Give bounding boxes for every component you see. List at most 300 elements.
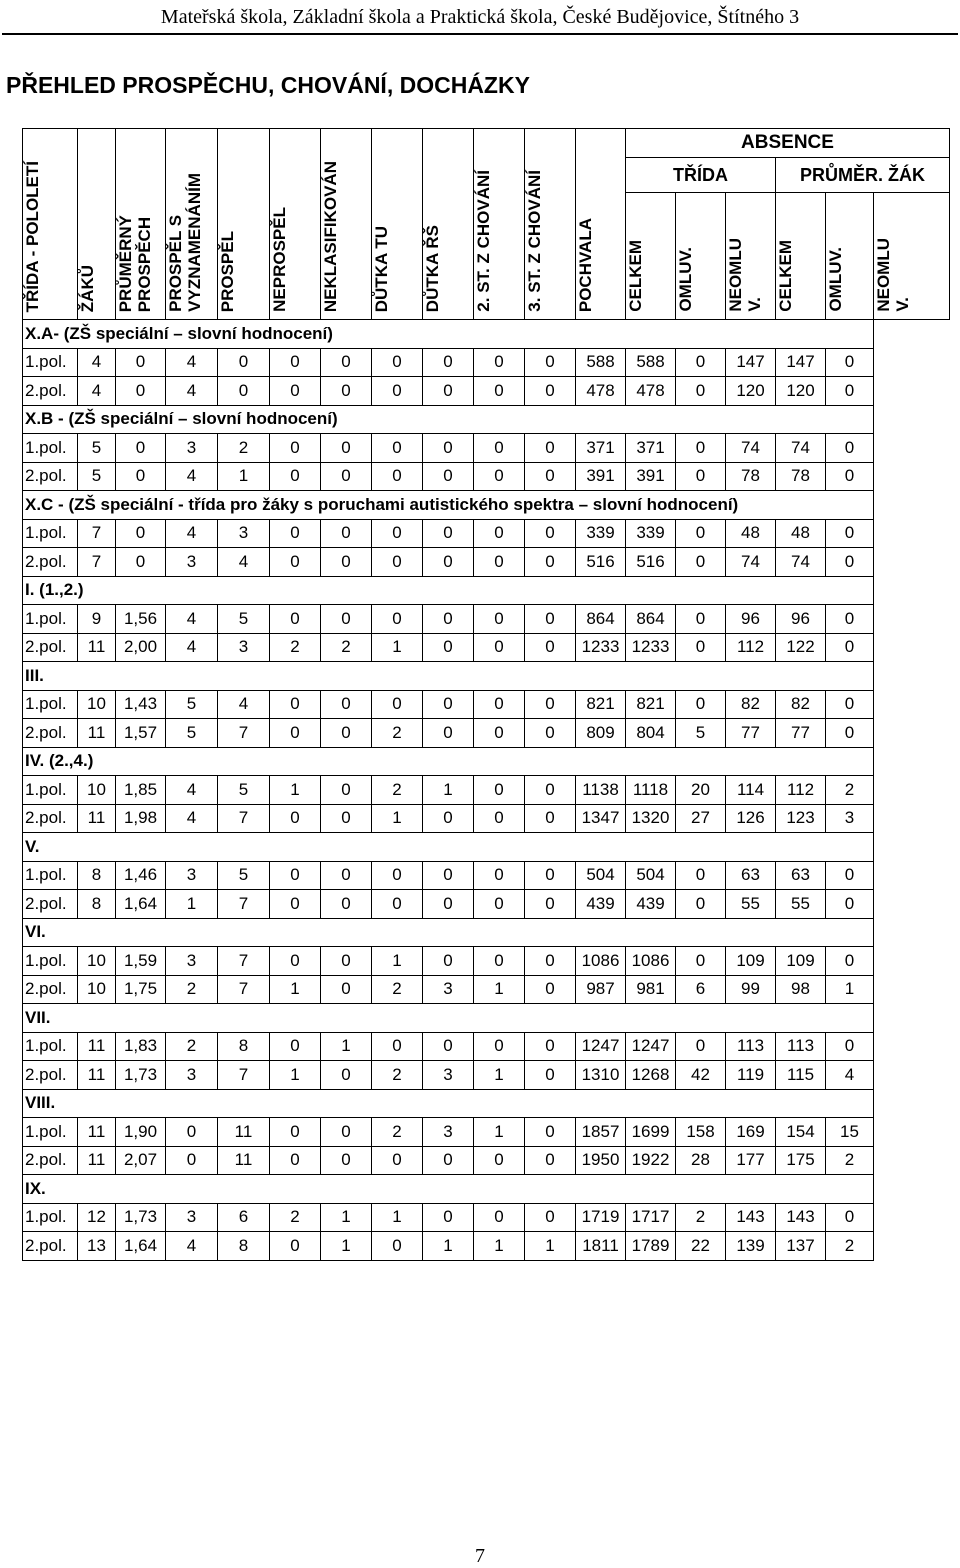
- table-cell: 2: [372, 719, 423, 748]
- table-cell: 0: [676, 377, 726, 406]
- table-cell: 1: [321, 1032, 372, 1061]
- table-cell: 809: [576, 719, 626, 748]
- table-cell: 0: [218, 377, 270, 406]
- table-cell: 339: [576, 519, 626, 548]
- table-cell: 0: [321, 434, 372, 463]
- table-cell: 7: [218, 1061, 270, 1090]
- table-cell: 1: [474, 1232, 525, 1261]
- table-cell: 0: [525, 1061, 576, 1090]
- table-cell: 0: [525, 861, 576, 890]
- table-cell: 96: [776, 605, 826, 634]
- table-cell: 0: [676, 348, 726, 377]
- section-row: [23, 320, 950, 349]
- table-cell: 0: [321, 348, 372, 377]
- table-cell: 137: [776, 1232, 826, 1261]
- table-cell: 1.pol.: [23, 1203, 78, 1232]
- table-cell: 0: [270, 1118, 321, 1147]
- table-cell: 0: [372, 548, 423, 577]
- table-cell: 9: [78, 605, 116, 634]
- table-cell: 11: [78, 1032, 116, 1061]
- table-cell: 78: [776, 462, 826, 491]
- table-cell: 1: [372, 804, 423, 833]
- table-cell: 1233: [626, 633, 676, 662]
- col-header-3st-chovani: 3. ST. Z CHOVÁNÍ: [525, 129, 576, 320]
- table-cell: 119: [726, 1061, 776, 1090]
- table-cell: 0: [321, 1146, 372, 1175]
- table-cell: 2: [372, 1061, 423, 1090]
- table-cell: 158: [676, 1118, 726, 1147]
- table-cell: 0: [270, 1032, 321, 1061]
- table-cell: 122: [776, 633, 826, 662]
- table-cell: 0: [372, 519, 423, 548]
- table-cell: 143: [726, 1203, 776, 1232]
- table-cell: 0: [372, 434, 423, 463]
- table-cell: 177: [726, 1146, 776, 1175]
- table-row: [23, 719, 950, 748]
- table-cell: 1233: [576, 633, 626, 662]
- col-header-dutka-tu: DŮTKA TU: [372, 129, 423, 320]
- table-cell: 3: [423, 1118, 474, 1147]
- table-cell: 2: [372, 1118, 423, 1147]
- section-row: [23, 405, 950, 434]
- table-cell: 0: [676, 434, 726, 463]
- table-row: [23, 1032, 950, 1061]
- table-cell: 2: [321, 633, 372, 662]
- table-cell: 1: [474, 975, 525, 1004]
- table-cell: 3: [166, 434, 218, 463]
- table-cell: 588: [626, 348, 676, 377]
- table-cell: 588: [576, 348, 626, 377]
- col-header-prumerny-prospech: PRŮMĚRNÝ PROSPĚCH: [116, 129, 166, 320]
- table-cell: 6: [218, 1203, 270, 1232]
- table-cell: 2.pol.: [23, 1232, 78, 1261]
- col-header-trida-celkem: CELKEM: [626, 193, 676, 320]
- col-header-absence: ABSENCE: [626, 129, 950, 158]
- table-cell: 0: [321, 548, 372, 577]
- table-cell: 143: [776, 1203, 826, 1232]
- table-cell: 0: [423, 1032, 474, 1061]
- table-cell: 4: [166, 1232, 218, 1261]
- table-cell: 120: [726, 377, 776, 406]
- table-cell: 1: [270, 975, 321, 1004]
- section-row: [23, 1089, 950, 1118]
- table-cell: 77: [776, 719, 826, 748]
- section-label: X.B - (ZŠ speciální – slovní hodnocení): [23, 405, 874, 434]
- table-cell: 0: [826, 1032, 874, 1061]
- table-cell: 0: [321, 776, 372, 805]
- table-cell: 0: [474, 947, 525, 976]
- table-cell: 1086: [576, 947, 626, 976]
- table-cell: 2: [372, 776, 423, 805]
- table-cell: 2.pol.: [23, 548, 78, 577]
- table-cell: 0: [525, 633, 576, 662]
- table-cell: 55: [776, 890, 826, 919]
- table-cell: 1.pol.: [23, 605, 78, 634]
- table-cell: 0: [270, 1146, 321, 1175]
- table-cell: 0: [474, 1203, 525, 1232]
- table-cell: 2: [166, 1032, 218, 1061]
- table-cell: 0: [423, 947, 474, 976]
- table-cell: 0: [372, 1232, 423, 1261]
- table-cell: 2: [270, 633, 321, 662]
- table-cell: 11: [218, 1118, 270, 1147]
- table-cell: 0: [321, 947, 372, 976]
- table-row: [23, 519, 950, 548]
- table-cell: 0: [423, 377, 474, 406]
- table-cell: 0: [474, 861, 525, 890]
- table-cell: 1: [423, 776, 474, 805]
- table-cell: 7: [218, 719, 270, 748]
- table-cell: 0: [321, 861, 372, 890]
- table-cell: 0: [525, 605, 576, 634]
- table-cell: 7: [218, 975, 270, 1004]
- table-cell: 2.pol.: [23, 377, 78, 406]
- table-cell: 0: [270, 605, 321, 634]
- col-header-2st-chovani: 2. ST. Z CHOVÁNÍ: [474, 129, 525, 320]
- table-cell: 74: [726, 434, 776, 463]
- table-row: [23, 462, 950, 491]
- table-cell: 0: [270, 890, 321, 919]
- col-header-zak-omluv: OMLUV.: [826, 193, 874, 320]
- table-cell: 0: [321, 719, 372, 748]
- table-cell: 98: [776, 975, 826, 1004]
- table-cell: 0: [525, 1146, 576, 1175]
- running-header: Mateřská škola, Základní škola a Praktická škola, České Budějovice, Štítného 3: [160, 6, 800, 28]
- table-cell: 0: [372, 690, 423, 719]
- table-row: [23, 690, 950, 719]
- table-cell: 0: [826, 690, 874, 719]
- table-cell: 0: [423, 434, 474, 463]
- table-cell: 0: [525, 519, 576, 548]
- table-cell: 0: [826, 434, 874, 463]
- table-cell: 1950: [576, 1146, 626, 1175]
- table-cell: 0: [372, 890, 423, 919]
- table-cell: 5: [218, 605, 270, 634]
- table-cell: 0: [676, 462, 726, 491]
- table-cell: 371: [626, 434, 676, 463]
- table-cell: 2: [826, 1146, 874, 1175]
- col-header-zak-neomluv: NEOMLU V.: [874, 193, 950, 320]
- table-cell: 1,75: [116, 975, 166, 1004]
- table-cell: 1,98: [116, 804, 166, 833]
- table-cell: 0: [270, 377, 321, 406]
- table-cell: 1: [525, 1232, 576, 1261]
- table-cell: 15: [826, 1118, 874, 1147]
- table-row: [23, 861, 950, 890]
- table-cell: 1,43: [116, 690, 166, 719]
- table-cell: 516: [626, 548, 676, 577]
- table-cell: 1: [372, 633, 423, 662]
- table-cell: 0: [826, 605, 874, 634]
- table-row: [23, 975, 950, 1004]
- table-cell: 0: [116, 377, 166, 406]
- col-header-neprospel: NEPROSPĚL: [270, 129, 321, 320]
- table-cell: 0: [270, 434, 321, 463]
- table-row: [23, 377, 950, 406]
- table-cell: 48: [726, 519, 776, 548]
- section-row: [23, 1175, 950, 1204]
- table-cell: 2: [218, 434, 270, 463]
- col-header-prospel-s-vyznamenanim: PROSPĚL S VYZNAMENÁNÍM: [166, 129, 218, 320]
- table-cell: 504: [576, 861, 626, 890]
- table-cell: 0: [270, 1232, 321, 1261]
- section-row: [23, 918, 950, 947]
- table-cell: 4: [166, 804, 218, 833]
- table-cell: 1247: [576, 1032, 626, 1061]
- table-cell: 0: [423, 1203, 474, 1232]
- table-cell: 1857: [576, 1118, 626, 1147]
- table-cell: 0: [423, 605, 474, 634]
- table-cell: 0: [826, 348, 874, 377]
- table-cell: 1: [321, 1232, 372, 1261]
- table-cell: 2.pol.: [23, 890, 78, 919]
- table-cell: 1.pol.: [23, 519, 78, 548]
- table-cell: 0: [474, 519, 525, 548]
- table-cell: 1,46: [116, 861, 166, 890]
- table-cell: 1: [321, 1203, 372, 1232]
- table-cell: 1: [218, 462, 270, 491]
- table-cell: 0: [826, 861, 874, 890]
- table-cell: 0: [676, 1032, 726, 1061]
- section-row: [23, 491, 950, 520]
- table-cell: 0: [474, 804, 525, 833]
- col-header-prospel: PROSPĚL: [218, 129, 270, 320]
- table-cell: 0: [525, 890, 576, 919]
- table-cell: 0: [270, 519, 321, 548]
- table-cell: 0: [826, 377, 874, 406]
- table-cell: 7: [218, 947, 270, 976]
- table-cell: 139: [726, 1232, 776, 1261]
- table-cell: 4: [166, 633, 218, 662]
- table-row: [23, 633, 950, 662]
- table-cell: 0: [270, 804, 321, 833]
- table-cell: 0: [525, 947, 576, 976]
- col-header-absence-trida: TŘÍDA: [626, 158, 776, 193]
- table-cell: 114: [726, 776, 776, 805]
- table-cell: 0: [525, 975, 576, 1004]
- table-cell: 10: [78, 776, 116, 805]
- table-cell: 1699: [626, 1118, 676, 1147]
- table-cell: 11: [78, 633, 116, 662]
- section-row: [23, 833, 950, 862]
- table-row: [23, 1146, 950, 1175]
- table-cell: 7: [218, 804, 270, 833]
- table-cell: 0: [676, 890, 726, 919]
- table-cell: 2.pol.: [23, 462, 78, 491]
- table-cell: 0: [525, 804, 576, 833]
- table-cell: 4: [218, 548, 270, 577]
- table-cell: 13: [78, 1232, 116, 1261]
- table-cell: 0: [372, 348, 423, 377]
- table-cell: 11: [78, 1118, 116, 1147]
- section-label: VII.: [23, 1004, 874, 1033]
- table-cell: 987: [576, 975, 626, 1004]
- table-cell: 22: [676, 1232, 726, 1261]
- table-cell: 3: [166, 861, 218, 890]
- table-cell: 0: [321, 519, 372, 548]
- col-header-zaku: ŽÁKŮ: [78, 129, 116, 320]
- table-cell: 0: [826, 633, 874, 662]
- table-cell: 1: [372, 1203, 423, 1232]
- table-cell: 3: [166, 1203, 218, 1232]
- table-cell: 10: [78, 947, 116, 976]
- table-body: [23, 320, 950, 1261]
- col-header-trida-neomluv: NEOMLU V.: [726, 193, 776, 320]
- table-cell: 0: [372, 1032, 423, 1061]
- table-cell: 74: [776, 548, 826, 577]
- table-cell: 0: [116, 434, 166, 463]
- table-cell: 3: [218, 519, 270, 548]
- table-cell: 0: [826, 719, 874, 748]
- table-cell: 74: [726, 548, 776, 577]
- results-table-wrapper: [22, 128, 950, 1261]
- table-cell: 391: [576, 462, 626, 491]
- table-cell: 0: [116, 348, 166, 377]
- table-cell: 0: [372, 377, 423, 406]
- table-cell: 0: [525, 776, 576, 805]
- section-label: VI.: [23, 918, 874, 947]
- table-cell: 2: [166, 975, 218, 1004]
- table-cell: 1.pol.: [23, 1118, 78, 1147]
- section-label: X.A- (ZŠ speciální – slovní hodnocení): [23, 320, 874, 349]
- table-cell: 5: [78, 434, 116, 463]
- table-cell: 0: [270, 947, 321, 976]
- table-cell: 1: [474, 1061, 525, 1090]
- table-cell: 2.pol.: [23, 804, 78, 833]
- col-header-neklasifikovan: NEKLASIFIKOVÁN: [321, 129, 372, 320]
- table-cell: 96: [726, 605, 776, 634]
- table-cell: 2.pol.: [23, 719, 78, 748]
- table-cell: 516: [576, 548, 626, 577]
- table-cell: 0: [525, 1118, 576, 1147]
- table-cell: 0: [423, 633, 474, 662]
- col-header-absence-prumer-zak: PRŮMĚR. ŽÁK: [776, 158, 950, 193]
- table-cell: 3: [423, 1061, 474, 1090]
- table-cell: 20: [676, 776, 726, 805]
- table-cell: 0: [474, 776, 525, 805]
- table-cell: 2: [270, 1203, 321, 1232]
- table-cell: 5: [218, 776, 270, 805]
- table-cell: 0: [321, 1061, 372, 1090]
- section-row: [23, 662, 950, 691]
- table-cell: 0: [372, 861, 423, 890]
- table-cell: 2.pol.: [23, 633, 78, 662]
- table-cell: 0: [826, 947, 874, 976]
- col-header-trida-omluv: OMLUV.: [676, 193, 726, 320]
- table-cell: 371: [576, 434, 626, 463]
- section-label: I. (1.,2.): [23, 576, 874, 605]
- table-row: [23, 434, 950, 463]
- table-cell: 339: [626, 519, 676, 548]
- table-cell: 1811: [576, 1232, 626, 1261]
- table-cell: 8: [78, 861, 116, 890]
- table-cell: 1,56: [116, 605, 166, 634]
- table-cell: 0: [826, 519, 874, 548]
- col-header-dutka-rs: DŮTKA ŘŠ: [423, 129, 474, 320]
- table-cell: 99: [726, 975, 776, 1004]
- table-cell: 0: [676, 548, 726, 577]
- table-cell: 0: [474, 690, 525, 719]
- table-cell: 0: [423, 861, 474, 890]
- table-cell: 0: [218, 348, 270, 377]
- table-cell: 0: [474, 890, 525, 919]
- table-cell: 0: [525, 348, 576, 377]
- table-header: [23, 129, 950, 320]
- table-cell: 0: [423, 548, 474, 577]
- table-cell: 0: [321, 605, 372, 634]
- section-label: VIII.: [23, 1089, 874, 1118]
- table-cell: 0: [423, 804, 474, 833]
- table-cell: 0: [270, 690, 321, 719]
- table-cell: 8: [218, 1032, 270, 1061]
- table-cell: 0: [525, 462, 576, 491]
- table-cell: 175: [776, 1146, 826, 1175]
- table-cell: 5: [218, 861, 270, 890]
- section-label: III.: [23, 662, 874, 691]
- table-cell: 3: [166, 548, 218, 577]
- table-cell: 0: [423, 519, 474, 548]
- table-row: [23, 776, 950, 805]
- table-cell: 0: [270, 861, 321, 890]
- table-cell: 0: [270, 719, 321, 748]
- table-cell: 478: [576, 377, 626, 406]
- table-cell: 0: [321, 804, 372, 833]
- table-cell: 1,73: [116, 1203, 166, 1232]
- table-cell: 0: [321, 462, 372, 491]
- table-cell: 3: [423, 975, 474, 1004]
- table-cell: 0: [116, 462, 166, 491]
- table-cell: 4: [826, 1061, 874, 1090]
- table-cell: 5: [676, 719, 726, 748]
- table-cell: 0: [423, 890, 474, 919]
- table-row: [23, 1203, 950, 1232]
- table-cell: 0: [423, 462, 474, 491]
- table-cell: 478: [626, 377, 676, 406]
- table-row: [23, 947, 950, 976]
- table-cell: 1247: [626, 1032, 676, 1061]
- table-cell: 1.pol.: [23, 861, 78, 890]
- table-cell: 7: [218, 890, 270, 919]
- table-cell: 0: [525, 690, 576, 719]
- table-cell: 0: [525, 1032, 576, 1061]
- table-cell: 0: [676, 861, 726, 890]
- table-cell: 1: [270, 1061, 321, 1090]
- table-cell: 2: [676, 1203, 726, 1232]
- table-cell: 74: [776, 434, 826, 463]
- section-label: V.: [23, 833, 874, 862]
- table-cell: 0: [676, 605, 726, 634]
- table-cell: 2,07: [116, 1146, 166, 1175]
- table-cell: 0: [525, 377, 576, 406]
- table-cell: 0: [826, 890, 874, 919]
- table-cell: 0: [474, 348, 525, 377]
- table-cell: 1320: [626, 804, 676, 833]
- table-row: [23, 348, 950, 377]
- table-cell: 6: [676, 975, 726, 1004]
- table-cell: 1,57: [116, 719, 166, 748]
- table-cell: 1.pol.: [23, 434, 78, 463]
- table-cell: 154: [776, 1118, 826, 1147]
- table-cell: 439: [626, 890, 676, 919]
- table-cell: 1,73: [116, 1061, 166, 1090]
- table-cell: 439: [576, 890, 626, 919]
- table-cell: 109: [776, 947, 826, 976]
- col-header-zak-celkem: CELKEM: [776, 193, 826, 320]
- table-cell: 0: [525, 548, 576, 577]
- section-row: [23, 747, 950, 776]
- table-cell: 63: [726, 861, 776, 890]
- section-label: IX.: [23, 1175, 874, 1204]
